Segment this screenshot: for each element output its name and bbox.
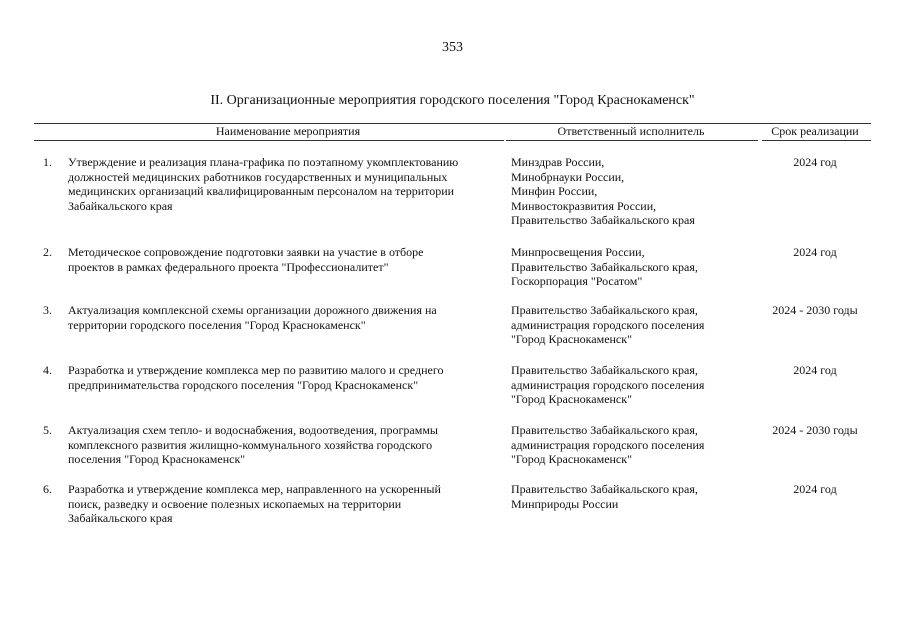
row-term: 2024 - 2030 годы — [772, 303, 858, 317]
row-term: 2024 год — [793, 155, 837, 169]
row-term: 2024 - 2030 годы — [772, 423, 858, 437]
row-responsible: Минпросвещения России, Правительство Забайкальского края, Госкорпорация "Росатом" — [511, 245, 698, 288]
row-term: 2024 год — [793, 363, 837, 377]
row-activity: Актуализация комплексной схемы организации дорожного движения на территории городского поселения "Город Краснокаменск" — [68, 303, 437, 332]
row-number: 6. — [43, 482, 52, 496]
header-underline-responsible — [506, 140, 758, 141]
row-term: 2024 год — [793, 245, 837, 259]
row-activity: Актуализация схем тепло- и водоснабжения, водоотведения, программы комплексного развития жилищно-коммунального хозяйства городского поселения "Город Краснокаменск" — [68, 423, 438, 466]
row-number: 3. — [43, 303, 52, 317]
row-number: 5. — [43, 423, 52, 437]
row-activity: Разработка и утверждение комплекса мер по развитию малого и среднего предпринимательства городского поселения "Город Краснокаменск" — [68, 363, 444, 392]
header-underline-term — [762, 140, 871, 141]
row-responsible: Минздрав России, Минобрнауки России, Минфин России, Минвостокразвития России, Правительство Забайкальского края — [511, 155, 695, 227]
row-number: 4. — [43, 363, 52, 377]
row-responsible: Правительство Забайкальского края, администрация городского поселения "Город Краснокаменск" — [511, 363, 705, 406]
row-number: 1. — [43, 155, 52, 169]
row-responsible: Правительство Забайкальского края, администрация городского поселения "Город Краснокаменск" — [511, 303, 705, 346]
column-header-responsible: Ответственный исполнитель — [557, 124, 705, 138]
row-activity: Разработка и утверждение комплекса мер, направленного на ускоренный поиск, разведку и освоение полезных ископаемых на территории Забайкальского края — [68, 482, 441, 525]
page-number: 353 — [442, 40, 463, 55]
section-title: II. Организационные мероприятия городского поселения "Город Краснокаменск" — [210, 93, 695, 108]
row-responsible: Правительство Забайкальского края, Минприроды России — [511, 482, 698, 511]
row-responsible: Правительство Забайкальского края, администрация городского поселения "Город Краснокаменск" — [511, 423, 705, 466]
header-underline-name — [34, 140, 504, 141]
column-header-term: Срок реализации — [771, 124, 859, 138]
column-header-name: Наименование мероприятия — [215, 124, 361, 138]
row-activity: Методическое сопровождение подготовки заявки на участие в отборе проектов в рамках федерального проекта "Профессионалитет" — [68, 245, 424, 274]
row-activity: Утверждение и реализация плана-графика по поэтапному укомплектованию должностей медицинских работников государственных и муниципальных медицинских организаций квалифицированным персоналом на территории Забайкальского края — [68, 155, 459, 213]
row-number: 2. — [43, 245, 52, 259]
row-term: 2024 год — [793, 482, 837, 496]
